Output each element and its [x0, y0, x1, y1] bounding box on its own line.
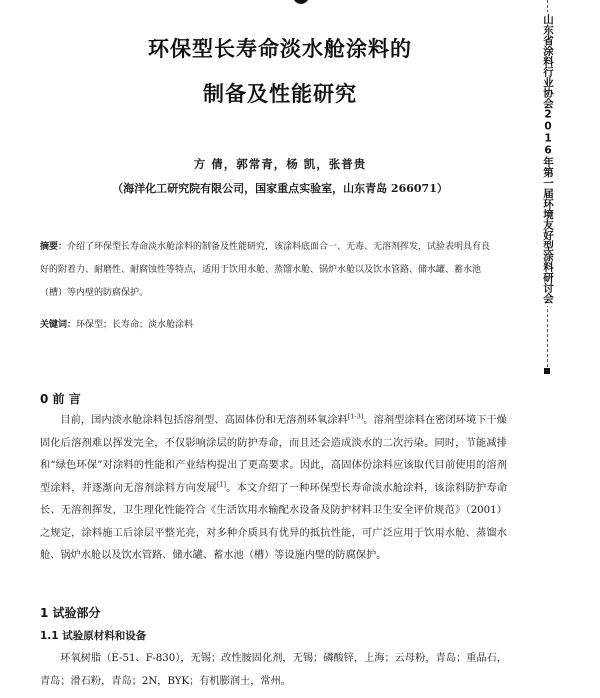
paper-title-line-2: 制备及性能研究 [203, 82, 357, 106]
authors: 方 倩，郭常青，杨 凯，张普贵 [193, 157, 367, 171]
materials-paragraph: 环氧树脂（E-51、F-830），无锡；改性胺固化剂，无锡；磷酸锌，上海；云母粉，青岛；重晶石，青岛；滑石粉，青岛；2N，BYK；有机膨润土，常州。 [40, 653, 507, 687]
paper-title-line-1: 环保型长寿命淡水舱涂料的 [148, 37, 412, 61]
citation-1: [1] [216, 480, 227, 489]
conference-name: 山东省涂料行业协会2016年第一届环境友好型涂料研讨会 [538, 12, 558, 306]
conference-sidebar [537, 0, 559, 380]
section-heading-introduction: 0 前 言 [40, 392, 81, 406]
intro-text-2: 。溶剂型涂料在密闭环境下干燥固化后溶剂难以挥发完全，不仅影响涂层的防护寿命，而且还会造成淡水的二次污染。同时，节能减排和“绿色环保”对涂料的性能和产业结构提出了更高要求。因此，高固体份涂料应该取代目前使用的溶剂型涂料，并逐渐向无溶剂涂料方向发展 [40, 415, 507, 494]
introduction-paragraph [40, 410, 507, 568]
intro-text-1: 目前，国内淡水舱涂料包括溶剂型、高固体份和无溶剂环氧涂料 [60, 415, 348, 426]
abstract-label: 摘要： [40, 242, 68, 252]
keywords [40, 317, 495, 330]
sidebar-end-marker [544, 368, 550, 374]
citation-1-3: [1-3] [347, 412, 364, 421]
keywords-text: 环保型；长寿命；淡水舱涂料 [76, 320, 194, 330]
subsection-heading-materials: 1.1 试验原材料和设备 [40, 630, 147, 642]
intro-text-3: 。本文介绍了一种环保型长寿命淡水舱涂料，该涂料防护寿命长、无溶剂挥发，卫生理化性能符合《生活饮用水输配水设备及防护材料卫生安全评价规范》（2001）之规定，涂料施工后涂层平整光亮，对多种介质具有优异的抵抗性能，可广泛应用于饮用水舱、蒸馏水舱、锅炉水舱以及饮水管路、储水罐、蓄水池（槽）等设施内壁的防腐保护。 [40, 482, 508, 561]
section-heading-experimental: 1 试验部分 [40, 606, 101, 620]
abstract-text: 介绍了环保型长寿命淡水舱涂料的制备及性能研究，该涂料底面合一、无毒、无溶剂挥发，试验表明具有良好的附着力、耐磨性、耐腐蚀性等特点，适用于饮用水舱、蒸馏水舱、锅炉水舱以及饮水管路、储水罐、蓄水池（槽）等内壁的防腐保护。 [40, 242, 491, 298]
keywords-label: 关键词： [40, 320, 77, 330]
abstract [40, 236, 495, 305]
affiliation: （海洋化工研究院有限公司，国家重点实验室，山东青岛 266071） [112, 182, 448, 195]
top-decoration [293, 0, 309, 4]
